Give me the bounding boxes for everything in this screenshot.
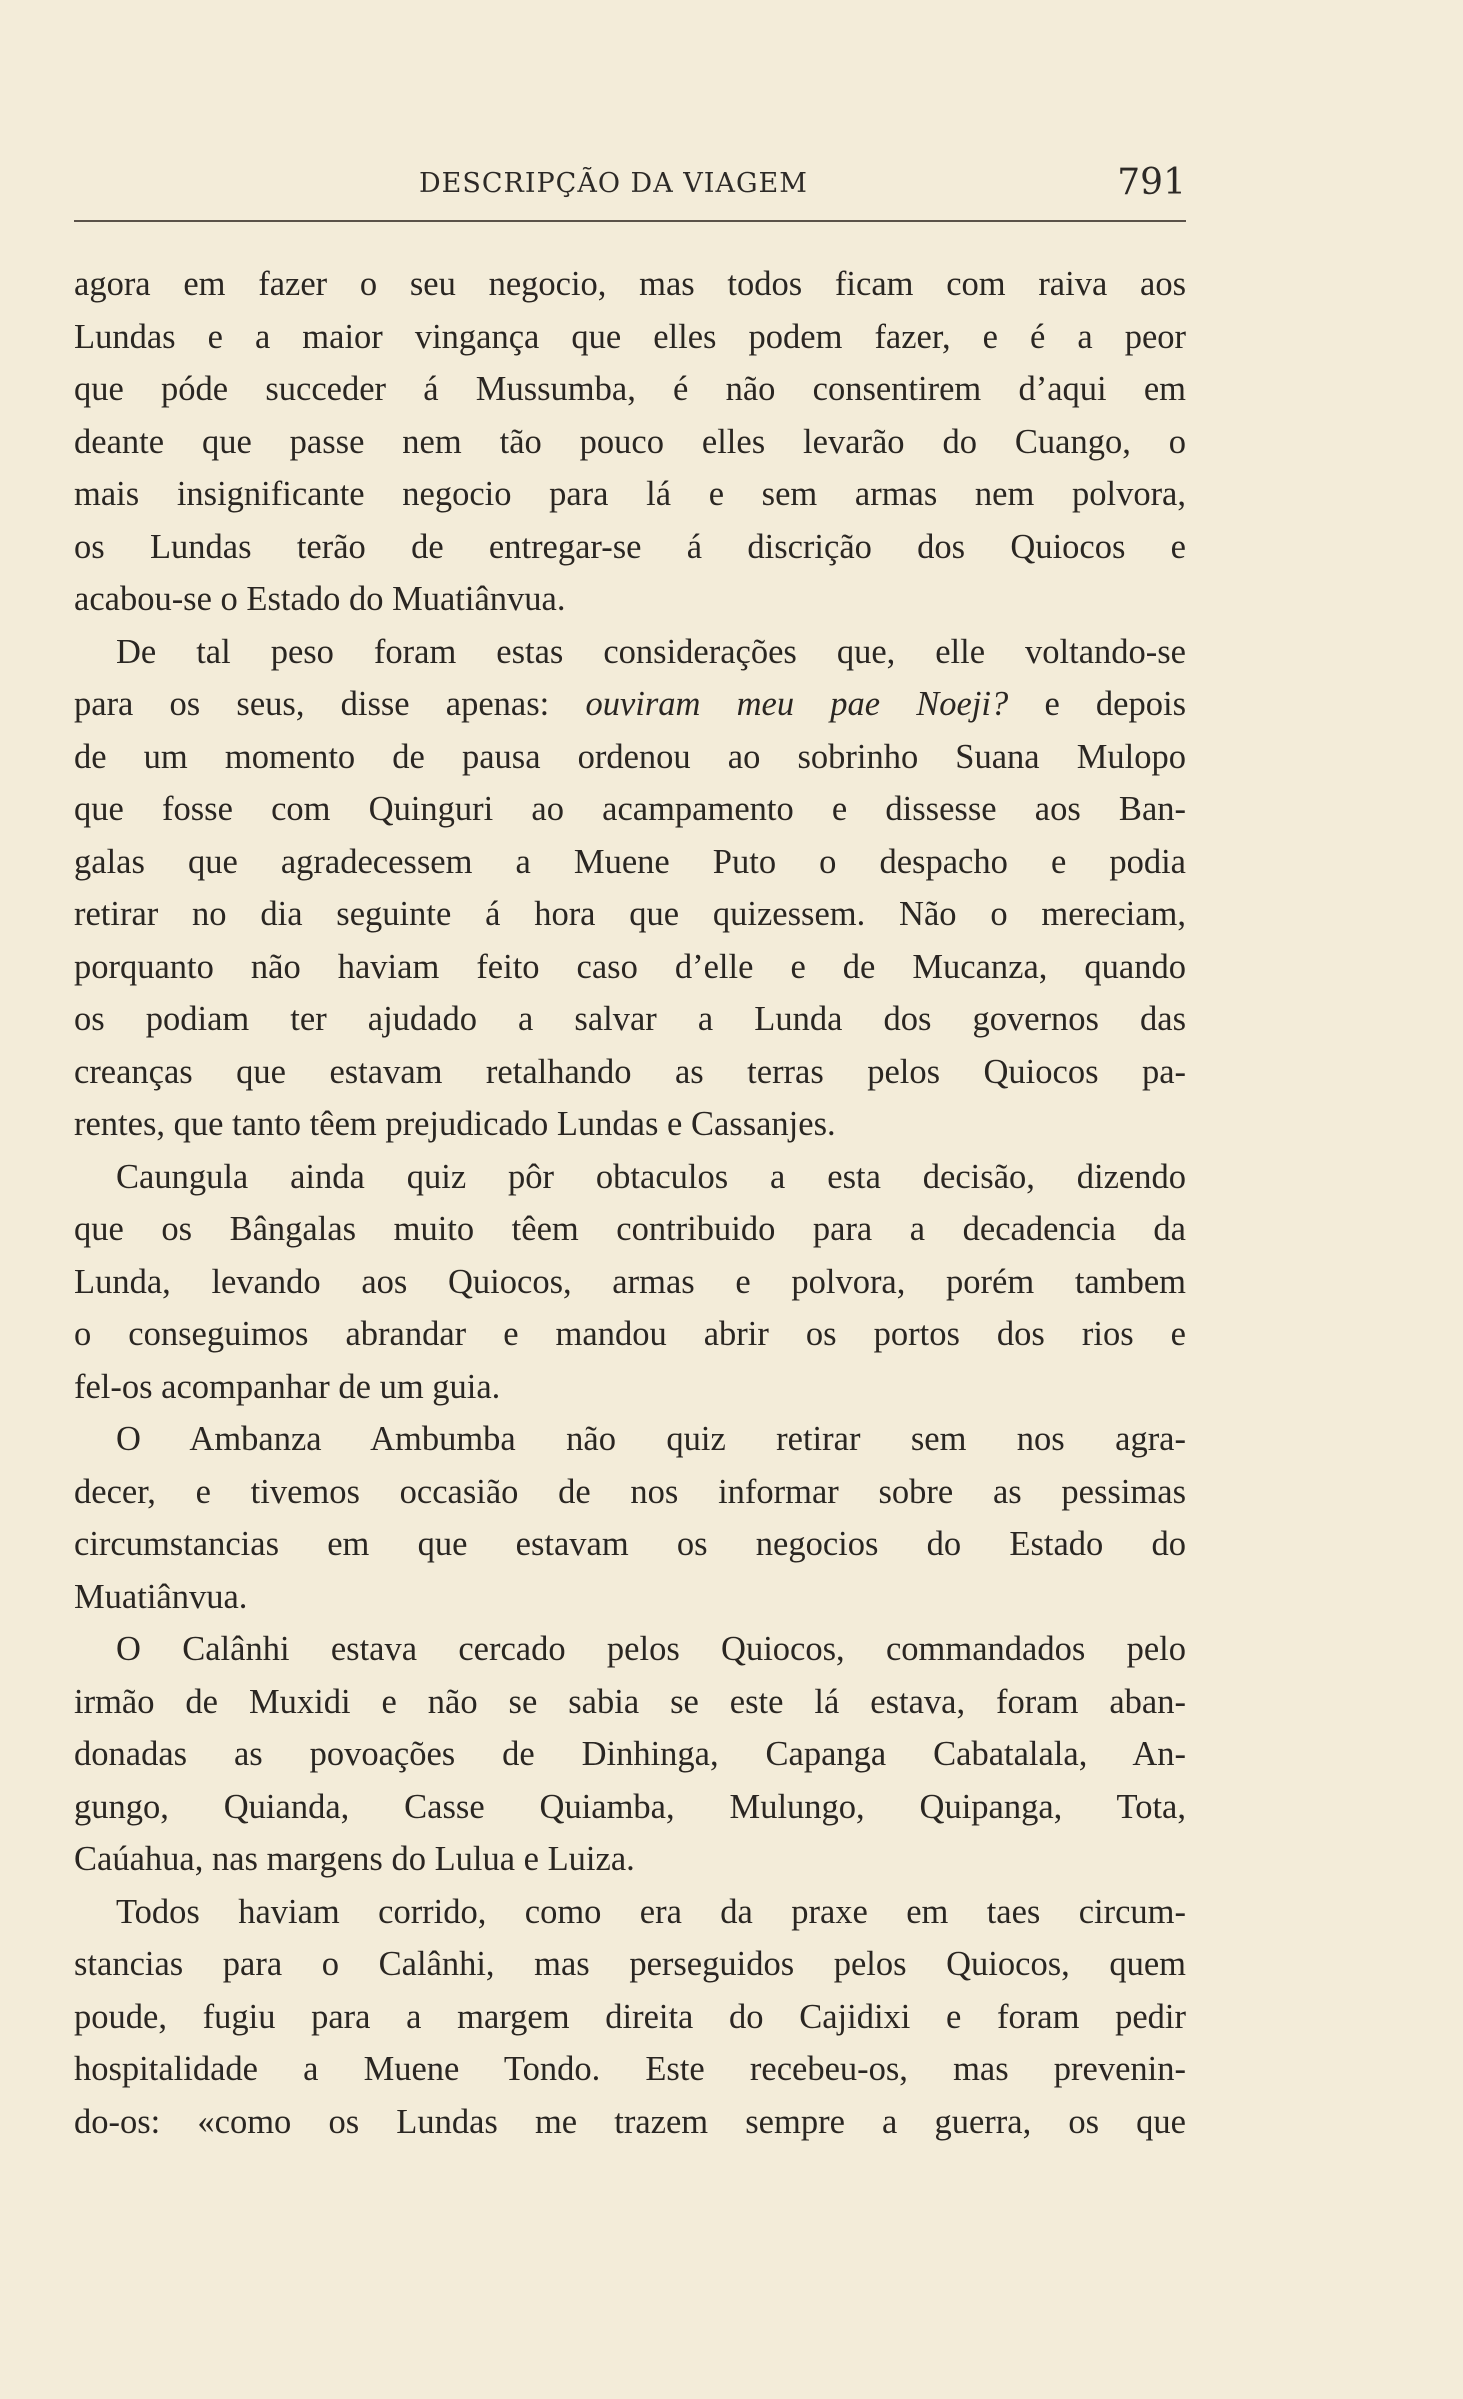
text-line: que os Bângalas muito têem contribuido para a decadencia da [74,1210,1186,1248]
paragraph [74,1623,1186,1886]
text-line: fel-os acompanhar de um guia. [74,1367,501,1406]
text-line: retirar no dia seguinte á hora que quizessem. Não o mereciam, [74,895,1186,933]
paragraph [74,258,1186,626]
text-line: poude, fugiu para a margem direita do Cajidixi e foram pedir [74,1997,1186,2036]
text-line: deante que passe nem tão pouco elles levarão do Cuango, o [74,422,1186,461]
text-line: que fosse com Quinguri ao acampamento e dissesse aos Ban- [74,790,1186,828]
text-line: Lunda, levando aos Quiocos, armas e polvora, porém tambem [74,1262,1186,1301]
text-line: Todos haviam corrido, como era da praxe em taes circum- [116,1892,1186,1931]
text-segment: para os seus, disse apenas: [74,685,550,723]
text-line: Caungula ainda quiz pôr obtaculos a esta decisão, dizendo [116,1157,1186,1196]
paragraph [74,626,1186,1151]
text-line: irmão de Muxidi e não se sabia se este lá estava, foram aban- [74,1682,1186,1721]
text-line: De tal peso foram estas considerações que, elle voltando-se [116,632,1186,671]
text-line: porquanto não haviam feito caso d’elle e de Mucanza, quando [74,947,1186,986]
text-line: stancias para o Calânhi, mas perseguidos pelos Quiocos, quem [74,1945,1186,1983]
text-line: os podiam ter ajudado a salvar a Lunda dos governos das [74,1000,1186,1038]
text-line: Caúahua, nas margens do Lulua e Luiza. [74,1840,635,1878]
text-line: mais insignificante negocio para lá e sem armas nem polvora, [74,475,1186,513]
text-line: O Ambanza Ambumba não quiz retirar sem nos agra- [116,1420,1186,1458]
text-line: creanças que estavam retalhando as terras pelos Quiocos pa- [74,1052,1186,1091]
text-line: hospitalidade a Muene Tondo. Este recebeu-os, mas prevenin- [74,2050,1186,2088]
text-line: Lundas e a maior vingança que elles podem fazer, e é a peor [74,317,1186,356]
paragraph [74,1151,1186,1414]
text-line: Muatiânvua. [74,1577,248,1616]
running-title: DESCRIPÇÃO DA VIAGEM [419,168,808,199]
text-segment: e depois [1044,685,1187,723]
body-text [74,258,1186,2148]
text-line: decer, e tivemos occasião de nos informar sobre as pessimas [74,1472,1186,1511]
text-line: rentes, que tanto têem prejudicado Lundas e Cassanjes. [74,1105,836,1143]
page-header [74,158,1186,208]
text-line: de um momento de pausa ordenou ao sobrinho Suana Mulopo [74,737,1186,776]
text-line: galas que agradecessem a Muene Puto o despacho e podia [74,842,1186,881]
text-line: do-os: «como os Lundas me trazem sempre a guerra, os que [74,2102,1186,2141]
text-line: que póde succeder á Mussumba, é não consentirem d’aqui em [74,370,1186,408]
text-line-with-italic [74,678,1186,731]
text-line: acabou-se o Estado do Muatiânvua. [74,580,566,618]
page-number: 791 [1117,162,1186,203]
paragraph [74,1413,1186,1623]
text-line: agora em fazer o seu negocio, mas todos ficam com raiva aos [74,265,1186,303]
header-rule [74,220,1186,222]
text-line: donadas as povoações de Dinhinga, Capanga Cabatalala, An- [74,1735,1186,1773]
text-line: o conseguimos abrandar e mandou abrir os portos dos rios e [74,1315,1186,1353]
paragraph [74,1886,1186,2149]
italic-phrase: ouviram meu pae Noeji? [585,685,1009,723]
text-line: os Lundas terão de entregar-se á discrição dos Quiocos e [74,527,1186,566]
text-line: O Calânhi estava cercado pelos Quiocos, commandados pelo [116,1630,1186,1668]
text-line: circumstancias em que estavam os negocios do Estado do [74,1525,1186,1563]
text-line: gungo, Quianda, Casse Quiamba, Mulungo, Quipanga, Tota, [74,1787,1186,1826]
